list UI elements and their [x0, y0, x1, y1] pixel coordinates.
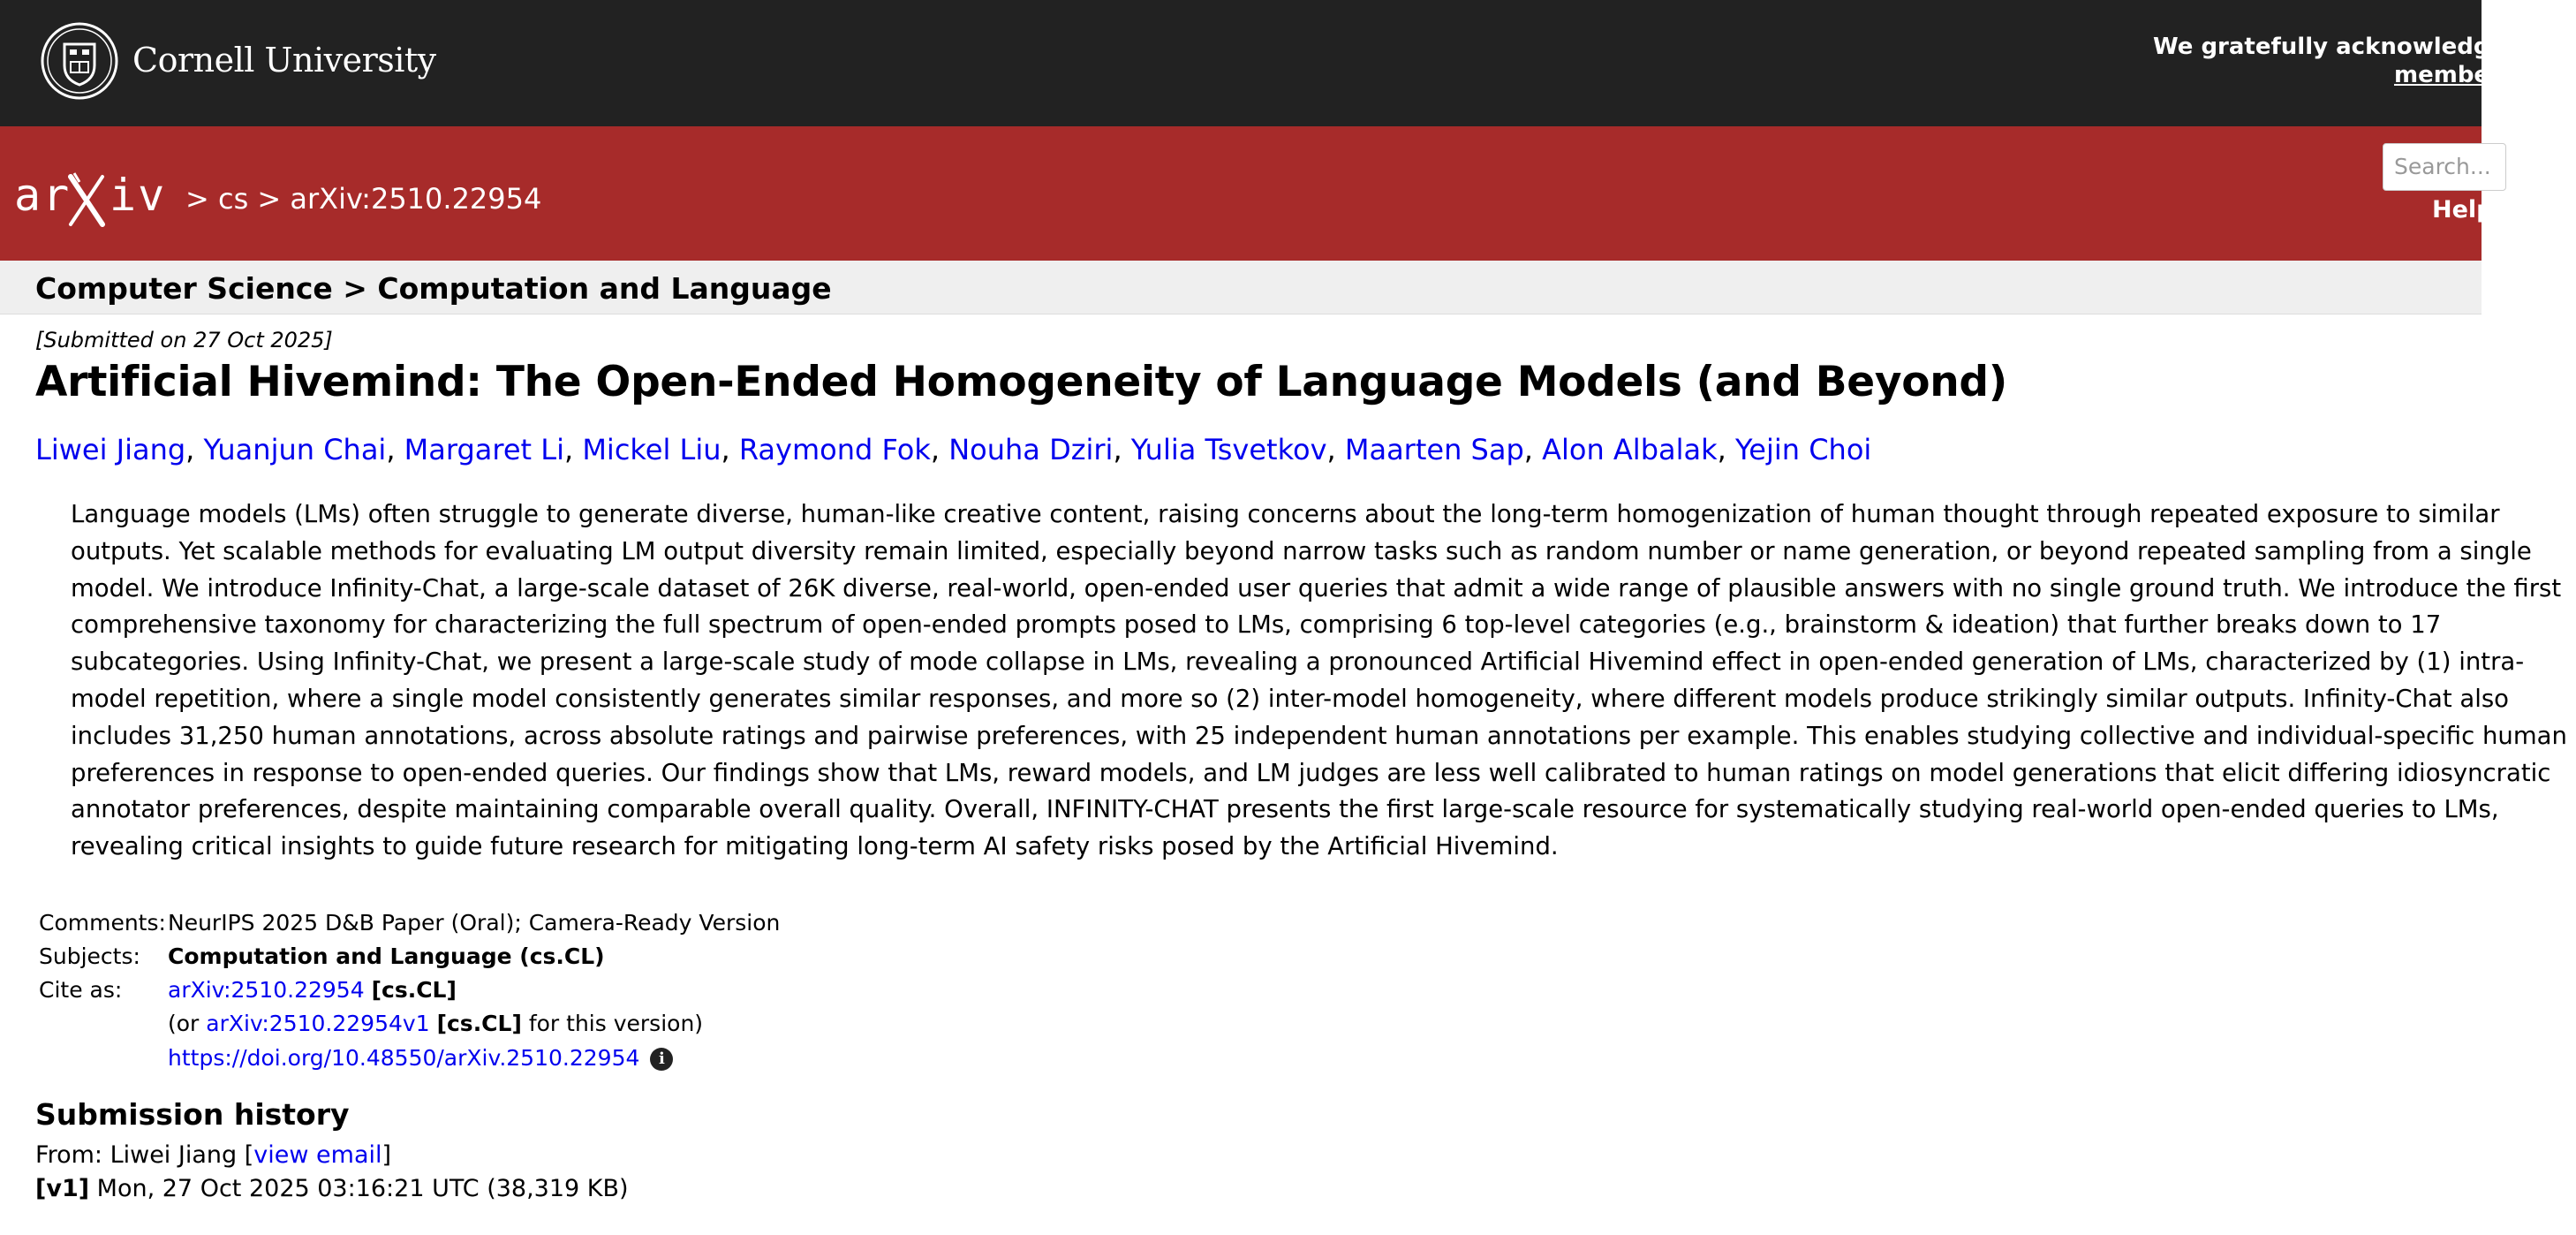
version-tag[interactable]: [v1]: [35, 1175, 90, 1202]
cite-label: Cite as:: [39, 977, 123, 1003]
comments-label: Comments:: [39, 910, 166, 936]
cite-category: [cs.CL]: [371, 977, 457, 1003]
doi-link[interactable]: https://doi.org/10.48550/arXiv.2510.22954: [168, 1045, 640, 1071]
author-link[interactable]: Yuanjun Chai: [203, 433, 387, 466]
cite-id-link[interactable]: arXiv:2510.22954: [168, 977, 365, 1003]
acknowledgement-text: We gratefully acknowledge supp: [2153, 34, 2576, 60]
abstract-line: comprehensive taxonomy for characterizing the full spectrum of open-ended prompts posed to LMs, comprising 6 top-level categories (e.g., brainstorm & ideation) that further breaks down to 17: [71, 610, 2442, 640]
abstract-line: subcategories. Using Infinity-Chat, we present a large-scale study of mode collapse in LMs, revealing a pronounced Artificial Hivemind effect in open-ended generation of LMs, characterized by (1) intra-: [71, 648, 2525, 677]
cite-version-category: [cs.CL]: [436, 1011, 522, 1036]
author-link[interactable]: Alon Albalak: [1542, 433, 1718, 466]
author-link[interactable]: Liwei Jiang: [35, 433, 186, 466]
svg-text:ar: ar: [14, 170, 72, 221]
info-icon[interactable]: i: [650, 1048, 673, 1071]
author-link[interactable]: Nouha Dziri: [948, 433, 1114, 466]
member-institutions-link[interactable]: member: [2394, 62, 2501, 88]
version-entry: [35, 1175, 629, 1202]
author-link[interactable]: Yejin Choi: [1734, 433, 1872, 466]
cite-or-prefix: (or: [168, 1011, 207, 1036]
paper-title: Artificial Hivemind: The Open-Ended Homogeneity of Language Models (and Beyond): [35, 358, 2007, 406]
author-link[interactable]: Yulia Tsvetkov: [1130, 433, 1327, 466]
author-list: Liwei Jiang, Yuanjun Chai, Margaret Li, Mickel Liu, Raymond Fok, Nouha Dziri, Yulia Tsvetkov, Maarten Sap, Alon Albalak, Yejin Choi: [35, 433, 1872, 466]
abstract-line: preferences in response to open-ended queries. Our findings show that LMs, reward models, and LM judges are less well calibrated to human ratings on model generations that elicit differing idiosyncratic: [71, 758, 2551, 787]
arxiv-logo-icon[interactable]: [14, 164, 178, 235]
university-name[interactable]: Cornell University: [132, 41, 436, 80]
abstract: [71, 496, 2567, 866]
subject-header: Computer Science > Computation and Language: [35, 271, 832, 306]
subjects-value: Computation and Language (cs.CL): [168, 943, 605, 969]
from-suffix: ]: [381, 1141, 392, 1169]
cite-version-link[interactable]: arXiv:2510.22954v1: [206, 1011, 430, 1036]
abstract-line: revealing critical insights to guide future research for mitigating long-term AI safety risks posed by the Artificial Hivemind.: [71, 832, 1559, 861]
cite-version-suffix: for this version): [521, 1011, 704, 1036]
from-prefix: From: Liwei Jiang [: [35, 1141, 254, 1169]
breadcrumb[interactable]: > cs > arXiv:2510.22954: [185, 182, 542, 216]
institution-banner: [0, 0, 2576, 126]
svg-text:iv: iv: [110, 170, 167, 221]
author-link[interactable]: Mickel Liu: [582, 433, 721, 466]
abstract-line: model. We introduce Infinity-Chat, a large-scale dataset of 26K diverse, real-world, open-ended user queries that admit a wide range of plausible answers with no single ground truth. We introduce the first: [71, 573, 2562, 602]
author-link[interactable]: Margaret Li: [404, 433, 564, 466]
comments-value: NeurIPS 2025 D&B Paper (Oral); Camera-Ready Version: [168, 910, 781, 936]
submission-history-title: Submission history: [35, 1097, 350, 1132]
cornell-seal-icon[interactable]: [40, 21, 119, 101]
abstract-line: annotator preferences, despite maintaining comparable overall quality. Overall, INFINITY-CHAT presents the first large-scale resource for systematically studying real-world open-ended queries to LMs,: [71, 795, 2499, 824]
view-email-link[interactable]: view email: [253, 1141, 382, 1169]
submission-from: [35, 1141, 391, 1169]
subjects-label: Subjects:: [39, 943, 140, 969]
submission-date: [Submitted on 27 Oct 2025]: [35, 328, 333, 352]
abstract-line: model repetition, where a single model consistently generates similar responses, and more so (2) inter-model homogeneity, where different models produce strikingly similar outputs. Infinity-Chat also: [71, 684, 2510, 713]
help-link[interactable]: Help: [2432, 196, 2494, 224]
abstract-line: includes 31,250 human annotations, across absolute ratings and pairwise preferences, with 25 independent human annotations per example. This enables studying collective and individual-specific human: [71, 721, 2567, 750]
abstract-line: outputs. Yet scalable methods for evaluating LM output diversity remain limited, especially beyond narrow tasks such as random number or name generation, or beyond repeated sampling from a single: [71, 536, 2532, 565]
version-date: Mon, 27 Oct 2025 03:16:21 UTC (38,319 KB): [89, 1175, 629, 1202]
abstract-line: Language models (LMs) often struggle to generate diverse, human-like creative content, raising concerns about the long-term homogenization of human thought through repeated exposure to similar: [71, 500, 2500, 528]
author-link[interactable]: Raymond Fok: [738, 433, 931, 466]
search-input[interactable]: Search...: [2383, 143, 2506, 191]
author-link[interactable]: Maarten Sap: [1344, 433, 1524, 466]
